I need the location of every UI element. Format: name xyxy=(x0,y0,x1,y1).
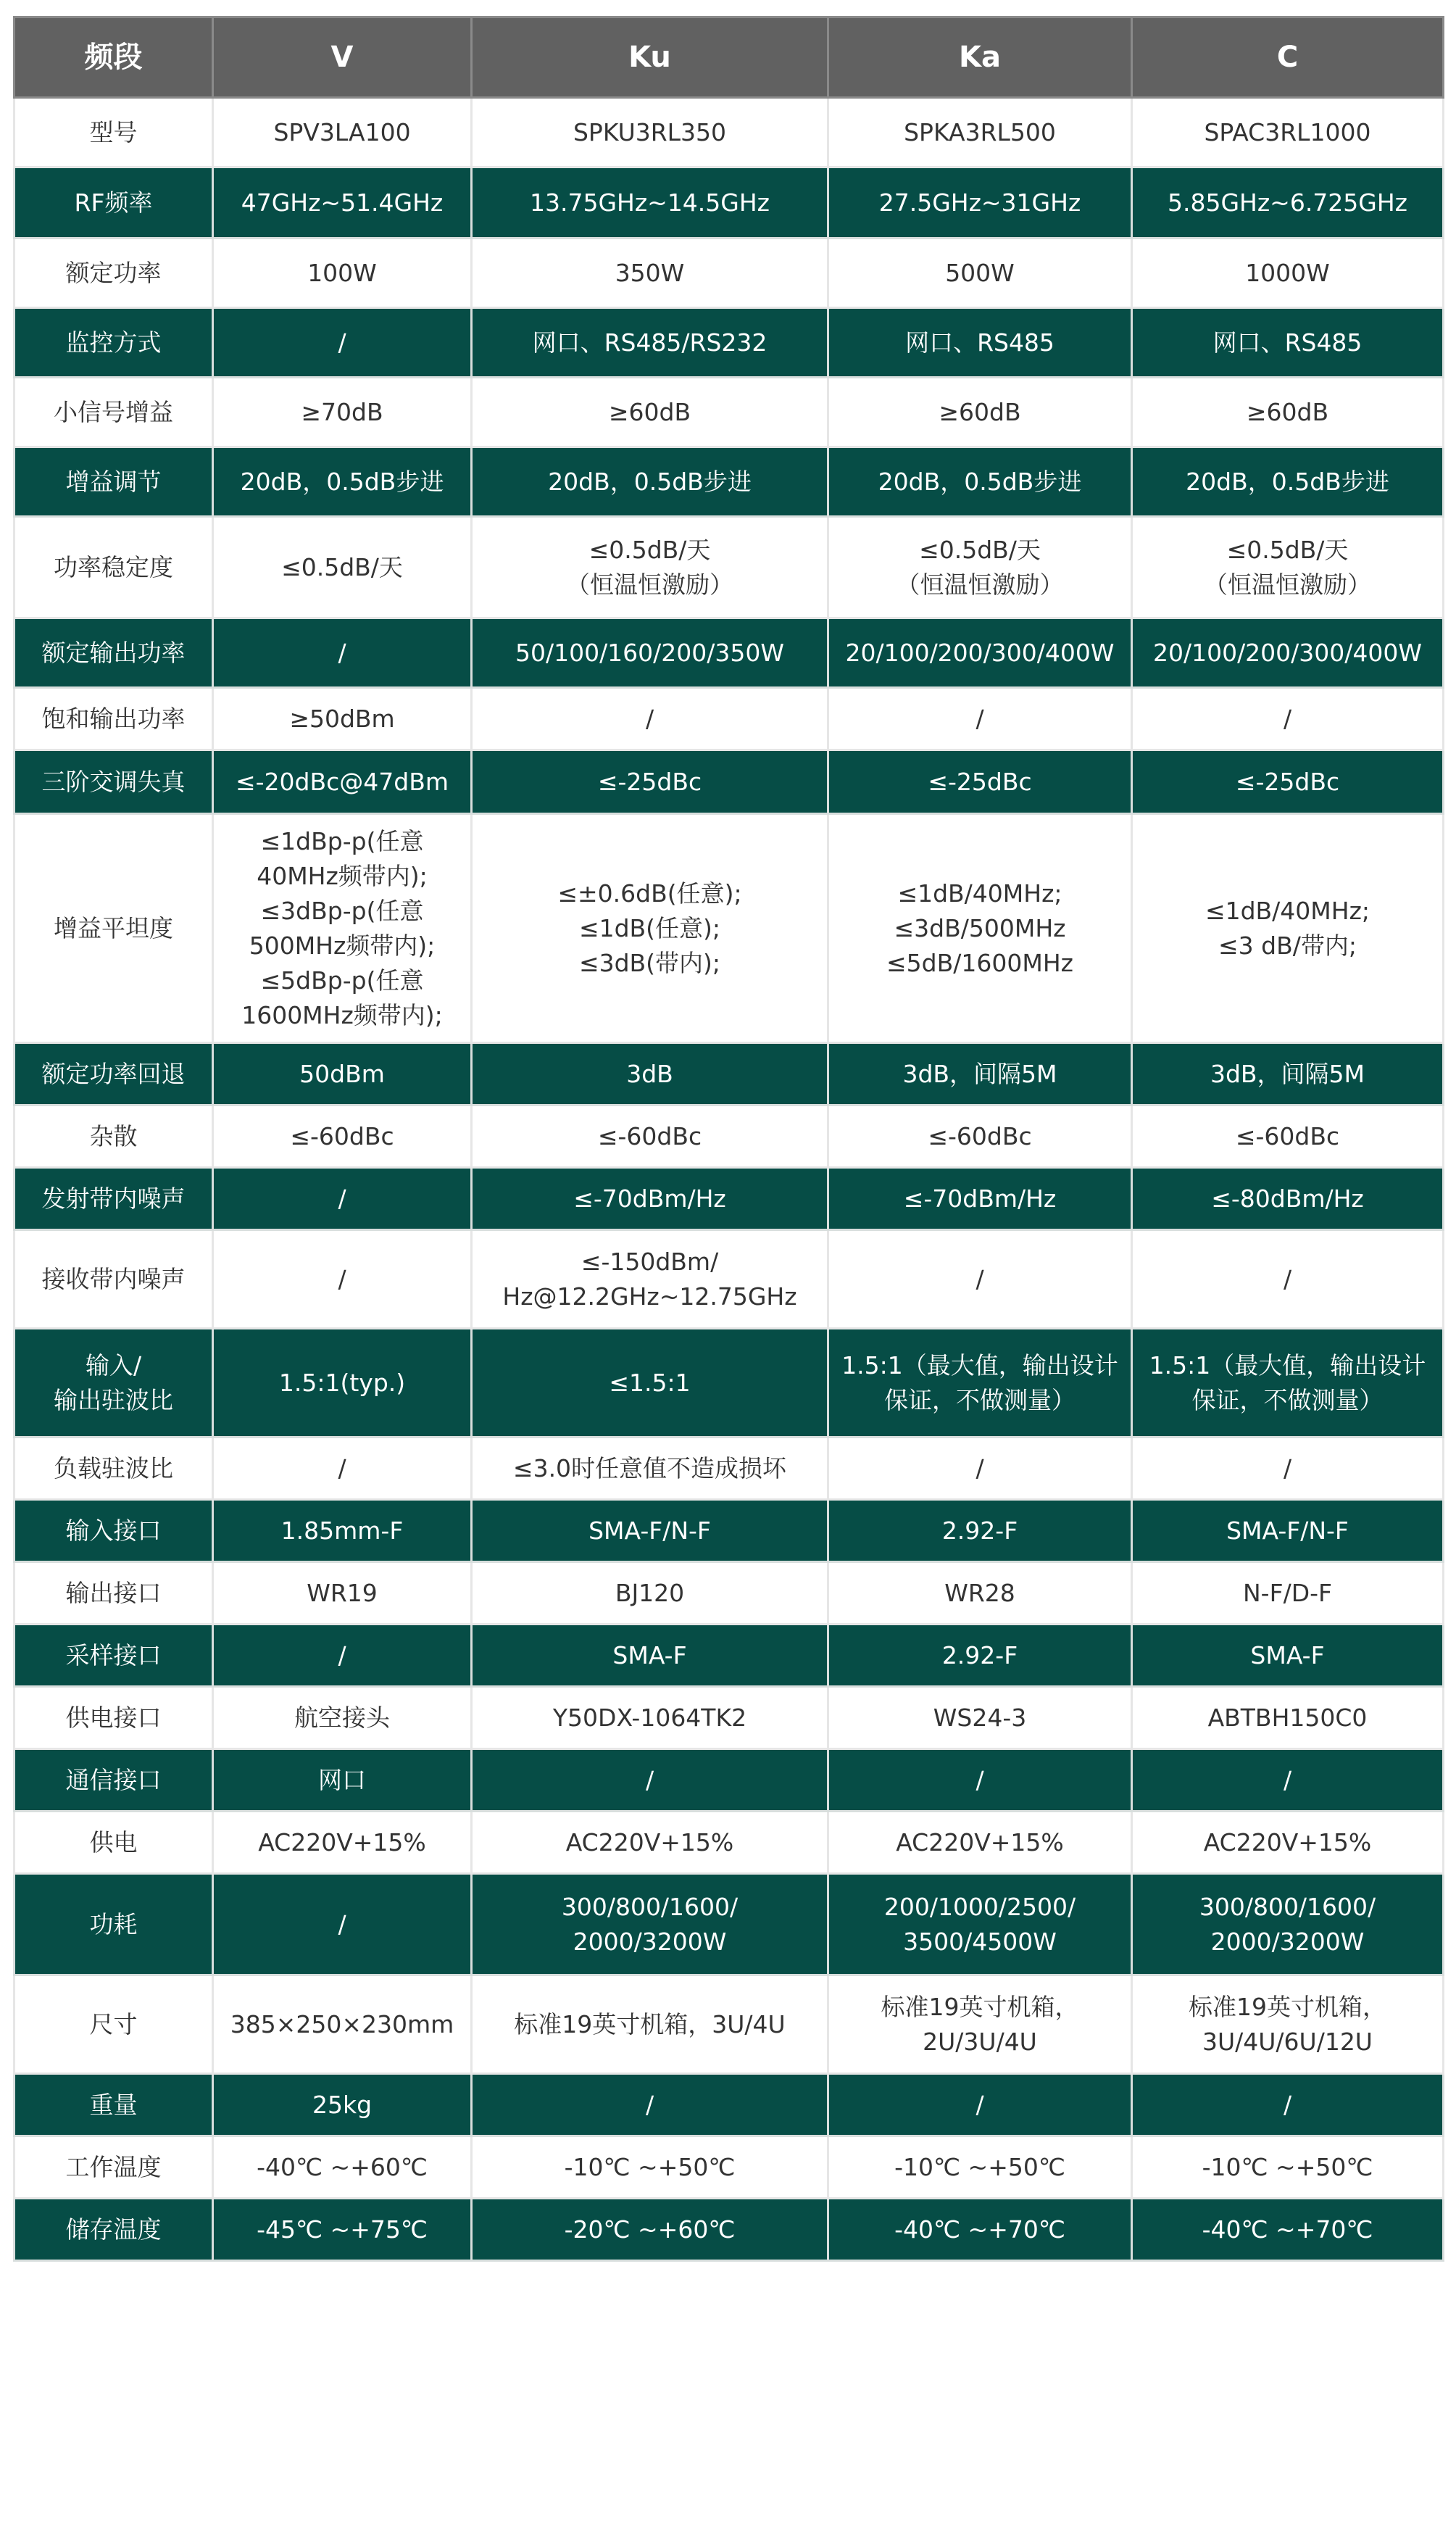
cell-ka: -40℃ ~+70℃ xyxy=(828,2199,1132,2261)
row-monitoring-method xyxy=(14,308,1444,378)
cell-ka: WS24-3 xyxy=(828,1687,1132,1749)
cell-ku: / xyxy=(472,1749,828,1812)
cell-c: ≤-80dBm/Hz xyxy=(1132,1168,1444,1230)
header-band: 频段 xyxy=(14,17,213,98)
row-power-supply xyxy=(14,1812,1444,1874)
row-label: 供电 xyxy=(14,1812,213,1874)
cell-v: 1.5:1(typ.) xyxy=(213,1329,472,1437)
cell-c: 网口、RS485 xyxy=(1132,308,1444,378)
header-ku: Ku xyxy=(472,17,828,98)
cell-v: ≤-60dBc xyxy=(213,1105,472,1168)
cell-ka: WR28 xyxy=(828,1562,1132,1625)
cell-v: / xyxy=(213,1437,472,1500)
header-row xyxy=(14,17,1444,98)
cell-ka: 27.5GHz~31GHz xyxy=(828,167,1132,238)
cell-ku: Y50DX-1064TK2 xyxy=(472,1687,828,1749)
cell-ka: 20/100/200/300/400W xyxy=(828,618,1132,688)
cell-ka: 网口、RS485 xyxy=(828,308,1132,378)
cell-c: / xyxy=(1132,2074,1444,2136)
cell-ku: AC220V+15% xyxy=(472,1812,828,1874)
cell-c: 1.5:1（最大值，输出设计 保证，不做测量） xyxy=(1132,1329,1444,1437)
cell-v: 航空接头 xyxy=(213,1687,472,1749)
cell-ka: / xyxy=(828,1749,1132,1812)
cell-ku: 50/100/160/200/350W xyxy=(472,618,828,688)
cell-v: 385×250×230mm xyxy=(213,1975,472,2074)
cell-c: N-F/D-F xyxy=(1132,1562,1444,1625)
row-label: 型号 xyxy=(14,98,213,167)
row-label: 增益平坦度 xyxy=(14,814,213,1043)
cell-ku: ≤3.0时任意值不造成损坏 xyxy=(472,1437,828,1500)
cell-v: SPV3LA100 xyxy=(213,98,472,167)
cell-c: 300/800/1600/ 2000/3200W xyxy=(1132,1874,1444,1975)
row-power-interface xyxy=(14,1687,1444,1749)
cell-ku: / xyxy=(472,2074,828,2136)
cell-c: -10℃ ~+50℃ xyxy=(1132,2136,1444,2199)
cell-ka: 3dB，间隔5M xyxy=(828,1043,1132,1105)
cell-ka: / xyxy=(828,2074,1132,2136)
cell-v: / xyxy=(213,1625,472,1687)
cell-c: 5.85GHz~6.725GHz xyxy=(1132,167,1444,238)
cell-ka: AC220V+15% xyxy=(828,1812,1132,1874)
row-output-interface xyxy=(14,1562,1444,1625)
row-label: 监控方式 xyxy=(14,308,213,378)
row-label: 采样接口 xyxy=(14,1625,213,1687)
row-label: 工作温度 xyxy=(14,2136,213,2199)
cell-c: / xyxy=(1132,688,1444,750)
cell-v: ≤0.5dB/天 xyxy=(213,517,472,618)
row-label: 接收带内噪声 xyxy=(14,1230,213,1329)
row-tx-band-noise xyxy=(14,1168,1444,1230)
cell-c: SMA-F xyxy=(1132,1625,1444,1687)
cell-c: / xyxy=(1132,1230,1444,1329)
cell-v: ≤-20dBc@47dBm xyxy=(213,750,472,814)
cell-c: SMA-F/N-F xyxy=(1132,1500,1444,1562)
row-label: 杂散 xyxy=(14,1105,213,1168)
row-storage-temp xyxy=(14,2199,1444,2261)
row-label: 输出接口 xyxy=(14,1562,213,1625)
row-small-signal-gain xyxy=(14,378,1444,447)
row-label: 饱和输出功率 xyxy=(14,688,213,750)
row-rated-power-backoff xyxy=(14,1043,1444,1105)
cell-v: 20dB，0.5dB步进 xyxy=(213,447,472,517)
row-input-interface xyxy=(14,1500,1444,1562)
cell-ku: SPKU3RL350 xyxy=(472,98,828,167)
cell-v: ≥50dBm xyxy=(213,688,472,750)
row-label: 三阶交调失真 xyxy=(14,750,213,814)
row-spurious xyxy=(14,1105,1444,1168)
row-label: 发射带内噪声 xyxy=(14,1168,213,1230)
cell-ku: -20℃ ~+60℃ xyxy=(472,2199,828,2261)
cell-ka: 2.92-F xyxy=(828,1500,1132,1562)
cell-ku: BJ120 xyxy=(472,1562,828,1625)
cell-ka: / xyxy=(828,688,1132,750)
cell-ku: 300/800/1600/ 2000/3200W xyxy=(472,1874,828,1975)
row-label: 增益调节 xyxy=(14,447,213,517)
cell-c: 1000W xyxy=(1132,238,1444,308)
cell-ka: 200/1000/2500/ 3500/4500W xyxy=(828,1874,1132,1975)
cell-v: / xyxy=(213,1230,472,1329)
cell-ku: 20dB，0.5dB步进 xyxy=(472,447,828,517)
row-load-vswr xyxy=(14,1437,1444,1500)
spec-table-container xyxy=(13,16,1442,2262)
cell-c: 20dB，0.5dB步进 xyxy=(1132,447,1444,517)
cell-ku: ≤-60dBc xyxy=(472,1105,828,1168)
cell-c: -40℃ ~+70℃ xyxy=(1132,2199,1444,2261)
row-label: 供电接口 xyxy=(14,1687,213,1749)
cell-ka: ≤-60dBc xyxy=(828,1105,1132,1168)
cell-ku: ≤-150dBm/ Hz@12.2GHz~12.75GHz xyxy=(472,1230,828,1329)
cell-c: / xyxy=(1132,1749,1444,1812)
cell-ka: 20dB，0.5dB步进 xyxy=(828,447,1132,517)
cell-ku: 网口、RS485/RS232 xyxy=(472,308,828,378)
row-power-stability xyxy=(14,517,1444,618)
cell-ku: ≤0.5dB/天 （恒温恒激励） xyxy=(472,517,828,618)
cell-v: ≥70dB xyxy=(213,378,472,447)
row-label: 功耗 xyxy=(14,1874,213,1975)
spec-table xyxy=(13,16,1444,2262)
cell-ka: ≤-25dBc xyxy=(828,750,1132,814)
cell-c: ABTBH150C0 xyxy=(1132,1687,1444,1749)
cell-ku: 13.75GHz~14.5GHz xyxy=(472,167,828,238)
row-sampling-interface xyxy=(14,1625,1444,1687)
row-label: 额定功率回退 xyxy=(14,1043,213,1105)
cell-ka: 1.5:1（最大值，输出设计 保证，不做测量） xyxy=(828,1329,1132,1437)
row-label: 重量 xyxy=(14,2074,213,2136)
row-power-consumption xyxy=(14,1874,1444,1975)
cell-ku: / xyxy=(472,688,828,750)
cell-v: AC220V+15% xyxy=(213,1812,472,1874)
cell-v: -40℃ ~+60℃ xyxy=(213,2136,472,2199)
cell-ku: SMA-F xyxy=(472,1625,828,1687)
row-label: 负载驻波比 xyxy=(14,1437,213,1500)
row-rx-band-noise xyxy=(14,1230,1444,1329)
row-label: 输入接口 xyxy=(14,1500,213,1562)
cell-v: / xyxy=(213,618,472,688)
cell-c: ≤1dB/40MHz; ≤3 dB/带内; xyxy=(1132,814,1444,1043)
cell-v: / xyxy=(213,1874,472,1975)
cell-ka: -10℃ ~+50℃ xyxy=(828,2136,1132,2199)
cell-ku: ≤1.5:1 xyxy=(472,1329,828,1437)
cell-c: SPAC3RL1000 xyxy=(1132,98,1444,167)
cell-v: 网口 xyxy=(213,1749,472,1812)
cell-c: ≤-60dBc xyxy=(1132,1105,1444,1168)
cell-v: -45℃ ~+75℃ xyxy=(213,2199,472,2261)
cell-ka: 2.92-F xyxy=(828,1625,1132,1687)
row-label: RF频率 xyxy=(14,167,213,238)
cell-ka: / xyxy=(828,1437,1132,1500)
row-label: 额定功率 xyxy=(14,238,213,308)
row-gain-flatness xyxy=(14,814,1444,1043)
cell-c: ≥60dB xyxy=(1132,378,1444,447)
cell-v: ≤1dBp-p(任意 40MHz频带内); ≤3dBp-p(任意 500MHz频带内); ≤5dBp-p(任意 1600MHz频带内); xyxy=(213,814,472,1043)
cell-ku: ≥60dB xyxy=(472,378,828,447)
cell-ka: ≤-70dBm/Hz xyxy=(828,1168,1132,1230)
cell-ka: 标准19英寸机箱， 2U/3U/4U xyxy=(828,1975,1132,2074)
row-operating-temp xyxy=(14,2136,1444,2199)
header-c: C xyxy=(1132,17,1444,98)
cell-ku: 标准19英寸机箱，3U/4U xyxy=(472,1975,828,2074)
cell-c: 20/100/200/300/400W xyxy=(1132,618,1444,688)
cell-ku: 3dB xyxy=(472,1043,828,1105)
row-io-vswr xyxy=(14,1329,1444,1437)
cell-ku: ≤-25dBc xyxy=(472,750,828,814)
header-ka: Ka xyxy=(828,17,1132,98)
row-third-order-imd xyxy=(14,750,1444,814)
row-dimensions xyxy=(14,1975,1444,2074)
row-rated-power xyxy=(14,238,1444,308)
cell-c: / xyxy=(1132,1437,1444,1500)
cell-ka: 500W xyxy=(828,238,1132,308)
cell-v: / xyxy=(213,1168,472,1230)
cell-v: 50dBm xyxy=(213,1043,472,1105)
row-label: 输入/ 输出驻波比 xyxy=(14,1329,213,1437)
cell-ka: ≤0.5dB/天 （恒温恒激励） xyxy=(828,517,1132,618)
row-label: 功率稳定度 xyxy=(14,517,213,618)
row-rf-frequency xyxy=(14,167,1444,238)
row-comm-interface xyxy=(14,1749,1444,1812)
cell-v: 25kg xyxy=(213,2074,472,2136)
cell-v: 100W xyxy=(213,238,472,308)
cell-c: ≤-25dBc xyxy=(1132,750,1444,814)
row-gain-adjust xyxy=(14,447,1444,517)
cell-c: AC220V+15% xyxy=(1132,1812,1444,1874)
header-v: V xyxy=(213,17,472,98)
cell-ku: ≤-70dBm/Hz xyxy=(472,1168,828,1230)
cell-v: / xyxy=(213,308,472,378)
cell-c: ≤0.5dB/天 （恒温恒激励） xyxy=(1132,517,1444,618)
cell-ku: 350W xyxy=(472,238,828,308)
row-label: 储存温度 xyxy=(14,2199,213,2261)
row-label: 尺寸 xyxy=(14,1975,213,2074)
row-saturated-output-power xyxy=(14,688,1444,750)
cell-ku: -10℃ ~+50℃ xyxy=(472,2136,828,2199)
row-label: 通信接口 xyxy=(14,1749,213,1812)
cell-ku: ≤±0.6dB(任意); ≤1dB(任意); ≤3dB(带内); xyxy=(472,814,828,1043)
row-label: 小信号增益 xyxy=(14,378,213,447)
cell-v: 1.85mm-F xyxy=(213,1500,472,1562)
cell-ka: / xyxy=(828,1230,1132,1329)
cell-c: 3dB，间隔5M xyxy=(1132,1043,1444,1105)
cell-v: 47GHz~51.4GHz xyxy=(213,167,472,238)
cell-ka: SPKA3RL500 xyxy=(828,98,1132,167)
cell-ku: SMA-F/N-F xyxy=(472,1500,828,1562)
cell-c: 标准19英寸机箱， 3U/4U/6U/12U xyxy=(1132,1975,1444,2074)
row-label: 额定输出功率 xyxy=(14,618,213,688)
cell-v: WR19 xyxy=(213,1562,472,1625)
cell-ka: ≤1dB/40MHz; ≤3dB/500MHz ≤5dB/1600MHz xyxy=(828,814,1132,1043)
row-weight xyxy=(14,2074,1444,2136)
cell-ka: ≥60dB xyxy=(828,378,1132,447)
row-rated-output-power xyxy=(14,618,1444,688)
row-model xyxy=(14,98,1444,167)
